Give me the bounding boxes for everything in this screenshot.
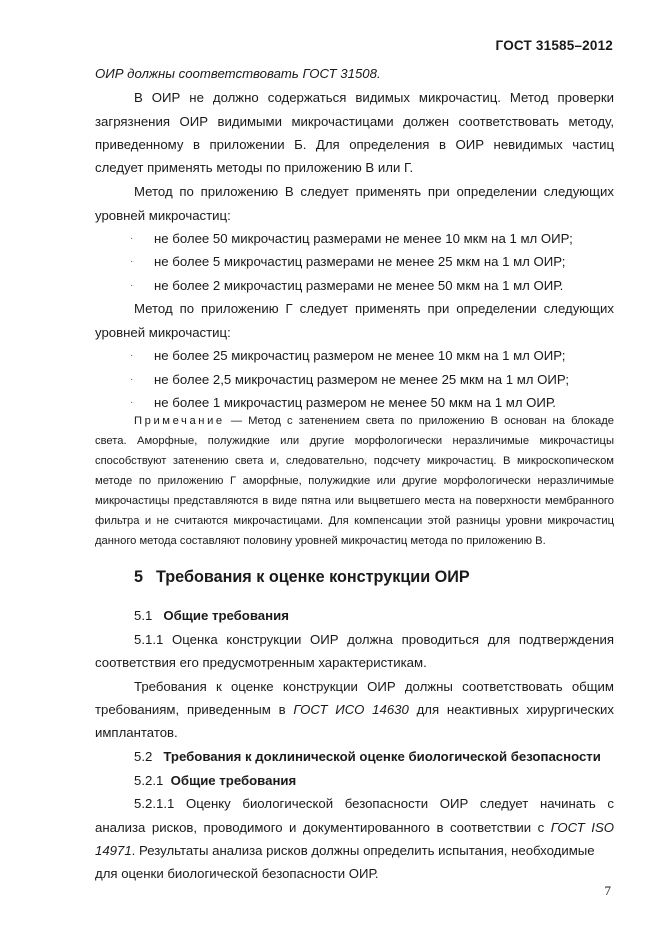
bullet-icon: · [130, 350, 134, 361]
standard-header: ГОСТ 31585–2012 [495, 38, 613, 53]
subsection-heading: 5.2 Требования к доклинической оценке биологической безопасности [134, 749, 601, 764]
paragraph-text: Требования к оценке конструкции ОИР должны соответствовать общим [134, 679, 614, 694]
paragraph-text: анализа рисков, проводимого и документированного в соответствии с ГОСТ ISO [95, 820, 614, 835]
standard-reference: ГОСТ ИСО 14630 [293, 702, 409, 717]
subsection-title: Требования к доклинической оценке биологической безопасности [163, 749, 601, 764]
paragraph-continuation: ОИР должны соответствовать ГОСТ 31508. [95, 66, 381, 81]
note-text: микрочастицы представляются в виде пятна или выцветшего места на поверхности мембранного [95, 495, 614, 507]
bullet-icon: · [130, 397, 134, 408]
paragraph-text: Метод по приложению В следует применять при определении следующих [134, 184, 614, 199]
section-number: 5 [134, 568, 144, 586]
section-heading [134, 568, 470, 587]
paragraph-text: 14971. Результаты анализа рисков должны определить испытания, необходимые [95, 843, 595, 858]
note-text: способствуют затенению света и, следовательно, подсчету микрочастиц. В микроскопическом [95, 455, 614, 467]
bullet-icon: · [130, 374, 134, 385]
paragraph-text: 5.2.1.1 Оценку биологической безопасности ОИР следует начинать с [134, 796, 614, 811]
document-page: ГОСТ 31585–2012 ОИР должны соответствовать ГОСТ 31508. В ОИР не должно содержаться видимых микрочастиц. Метод проверки загрязнения ОИР видимыми микрочастицами должен соответствовать методу, приведенному в приложении Б. Для определения в ОИР невидимых частиц следует применять методы по приложению В или Г. Метод по приложению В следует применять при определении следующих уровней микрочастиц: · не более 50 микрочастиц размерами не менее 10 мкм на 1 мл ОИР; · не более 5 микрочастиц размерами не менее 25 мкм на 1 мл ОИР; · не более 2 микрочастиц размерами не менее 50 мкм на 1 мл ОИР. Метод по приложению Г следует применять при определении следующих уровней микрочастиц: · не более 25 микрочастиц размером не менее 10 мкм на 1 мл ОИР; · не более 2,5 микрочастиц размером не менее 25 мкм на 1 мл ОИР; · не более 1 микрочастиц размером не менее 50 мкм на 1 мл ОИР. Примечание — Метод с затенением света по приложению В основан на блокаде света. Аморфные, полужидкие или другие морфологически неразличимые микрочастицы способствуют затенению света и, следовательно, подсчету микрочастиц. В микроскопическом методе по приложению Г аморфные, полужидкие или другие морфологически неразличимые микрочастицы представляются в виде пятна или выцветшего места на поверхности мембранного фильтра и не считаются микрочастицами. Для компенсации этой разницы уровни микрочастиц данного метода составляют половину уровней микрочастиц метода по приложению В. 5 Требования к оценке конструкции ОИР 5.1 Общие требования 5.1.1 Оценка конструкции ОИР должна проводиться для подтверждения соответствия его предусмотренным характеристикам. Требования к оценке конструкции ОИР должны соответствовать общим требованиям, приведенным в ГОСТ ИСО 14630 для неактивных хирургических имплантатов. 5.2 Требования к доклинической оценке биологической безопасности 5.2.1 Общие требования 5.2.1.1 Оценку биологической безопасности ОИР следует начинать с анализа рисков, проводимого и документированного в соответствии с ГОСТ ISO 14971. Результаты анализа рисков должны определить испытания, необходимые для оценки биологической безопасности ОИР. 7 [95, 38, 614, 898]
paragraph-text: В ОИР не должно содержаться видимых микрочастиц. Метод проверки [134, 90, 614, 105]
bullet-icon: · [130, 256, 134, 267]
note-text: данного метода составляют половину уровней микрочастиц метода по приложению В. [95, 535, 546, 547]
paragraph-text: имплантатов. [95, 725, 178, 740]
note-text: света. Аморфные, полужидкие или другие морфологически неразличимые микрочастицы [95, 435, 614, 447]
section-title: Требования к оценке конструкции ОИР [156, 568, 470, 586]
paragraph-text: соответствия его предусмотренным характеристикам. [95, 655, 427, 670]
paragraph-text: следует применять методы по приложению В или Г. [95, 160, 414, 175]
paragraph-text: загрязнения ОИР видимыми микрочастицами должен соответствовать методу, [95, 114, 614, 129]
paragraph-text: приведенному в приложении Б. Для определения в ОИР невидимых частиц [95, 137, 614, 152]
paragraph-text: Метод по приложению Г следует применять при определении следующих [134, 301, 614, 316]
bullet-icon: · [130, 280, 134, 291]
bullet-icon: · [130, 233, 134, 244]
paragraph-text: для оценки биологической безопасности ОИР. [95, 866, 379, 881]
note-label: Примечание [134, 415, 225, 427]
standard-reference: ГОСТ ISO [550, 820, 614, 835]
subsection-heading: 5.1 Общие требования [134, 608, 289, 623]
subsection-heading: 5.2.1 Общие требования [134, 773, 297, 788]
subsection-title: Общие требования [170, 773, 297, 788]
paragraph-text: уровней микрочастиц: [95, 325, 231, 340]
page-number: 7 [604, 883, 611, 898]
paragraph-text: 5.1.1 Оценка конструкции ОИР должна проводиться для подтверждения [134, 632, 614, 647]
paragraph-text: требованиям, приведенным в ГОСТ ИСО 14630 для неактивных хирургических [95, 702, 614, 717]
standard-reference: 14971 [95, 843, 132, 858]
note-text: фильтра и не считаются микрочастицами. Для компенсации этой разницы уровни микрочастиц [95, 515, 614, 527]
note-text: методе по приложению Г аморфные, полужидкие или другие морфологически неразличимые [95, 475, 614, 487]
note-first-line: Примечание — Метод с затенением света по приложению В основан на блокаде [134, 415, 614, 427]
subsection-title: Общие требования [163, 608, 289, 623]
paragraph-text: уровней микрочастиц: [95, 208, 231, 223]
